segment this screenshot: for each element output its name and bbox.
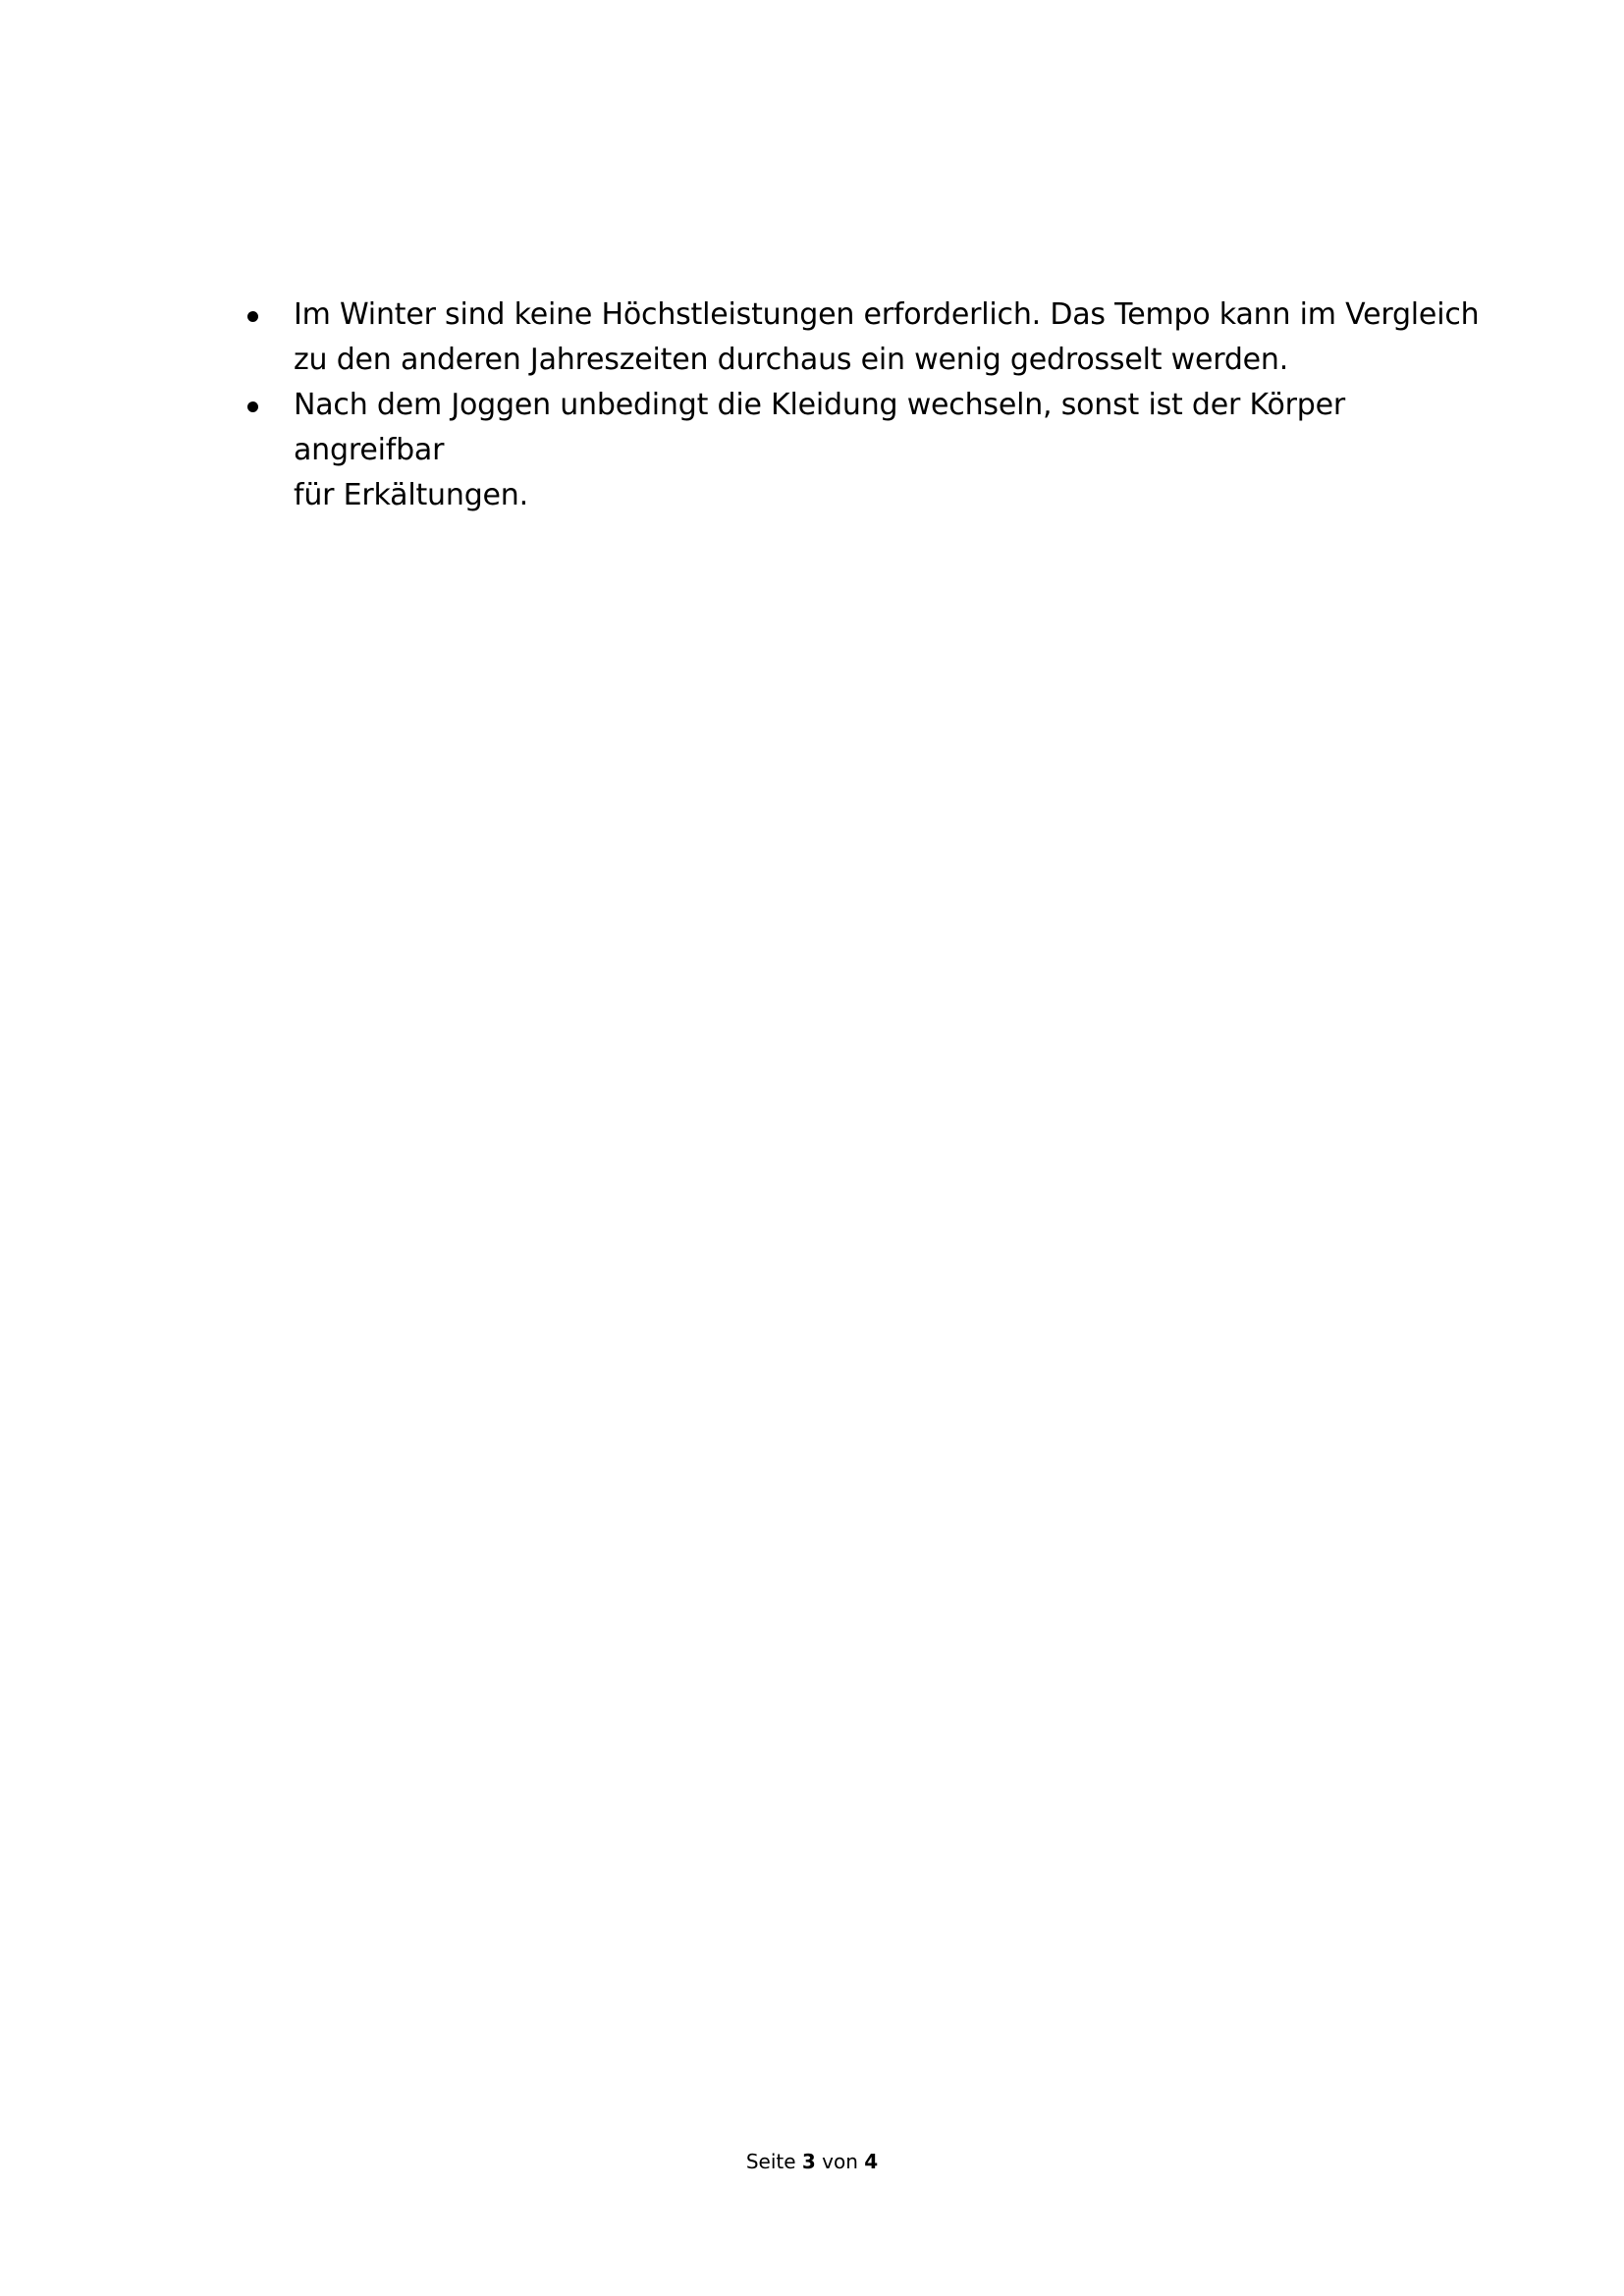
list-item xyxy=(243,383,1499,518)
footer-prefix: Seite xyxy=(745,2150,796,2173)
bullet-line: für Erkältungen. xyxy=(294,478,528,512)
total-pages-number: 4 xyxy=(864,2150,879,2173)
bullet-line: zu den anderen Jahreszeiten durchaus ein wenig gedrosselt werden. xyxy=(294,343,1289,377)
bullet-line: Nach dem Joggen unbedingt die Kleidung wechseln, sonst ist der Körper angreifbar xyxy=(294,388,1345,467)
bullet-line: Im Winter sind keine Höchstleistungen erforderlich. Das Tempo kann im Vergleich xyxy=(294,297,1480,332)
bullet-list xyxy=(243,293,1499,518)
page-footer xyxy=(0,2149,1624,2174)
current-page-number: 3 xyxy=(801,2150,816,2173)
list-item xyxy=(243,293,1499,383)
bullet-dot-icon xyxy=(247,311,258,322)
bullet-dot-icon xyxy=(247,401,258,412)
footer-separator: von xyxy=(822,2150,858,2173)
